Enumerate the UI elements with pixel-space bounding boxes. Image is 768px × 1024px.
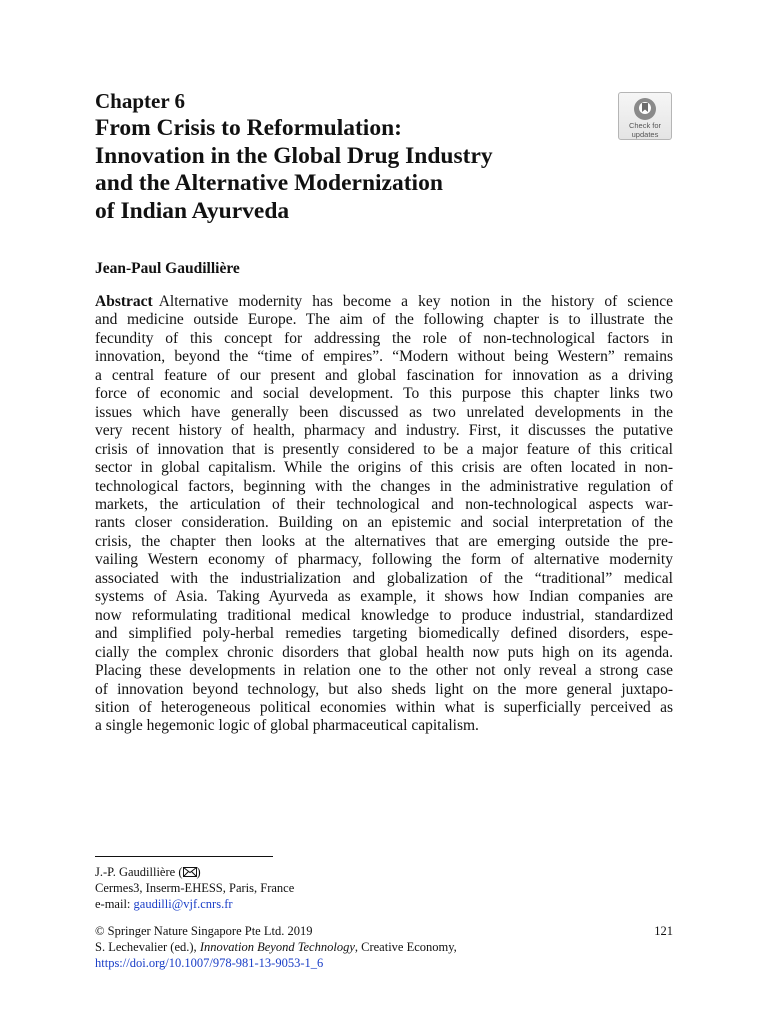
envelope-icon [183,867,197,877]
abstract-line: crisis of innovation that is presently considered to be a major feature of this critical [95,440,673,458]
abstract-line: systems of Asia. Taking Ayurveda as example, it shows how Indian companies are [95,588,673,606]
email-link[interactable]: gaudilli@vjf.cnrs.fr [133,897,233,911]
check-for-updates-text: updates [631,130,659,139]
bookmark-ribbon-icon [633,97,657,121]
abstract-line: a single hegemonic logic of global pharmaceutical capitalism. [95,717,479,735]
chapter-title-line: of Indian Ayurveda [95,197,290,224]
affiliation-name: J.-P. Gaudillière [95,865,176,879]
page-footer [95,923,673,971]
abstract-line: cially the complex chronic disorders that global health now puts high on its agenda. [95,643,673,661]
affiliation-institution: Cermes3, Inserm-EHESS, Paris, France [95,881,295,895]
abstract-line: force of economic and social development. To this purpose this chapter links two [95,385,673,403]
affiliation-name-line: J.-P. Gaudillière ( ) [95,865,201,879]
abstract-line: sector in global capitalism. While the origins of this crisis are often located in non- [95,459,673,477]
chapter-title-line: and the Alternative Modernization [95,170,443,196]
abstract-line: Abstract Alternative modernity has become a key notion in the history of science [95,293,673,310]
copyright: © Springer Nature Singapore Pte Ltd. 2019 [95,924,313,938]
author-affiliation [95,864,294,912]
affiliation-email-line [95,896,294,912]
abstract-line: crisis, the chapter then looks at the alternatives that are emerging outside the pre- [95,532,673,550]
abstract-line: fecundity of this concept for addressing the role of non-technological factors in [95,329,673,347]
abstract-line: now reformulating traditional medical knowledge to produce industrial, standardized [95,606,673,624]
abstract-line: and simplified poly-herbal remedies targeting biomedically defined disorders, espe- [95,625,673,643]
doi-link[interactable]: https://doi.org/10.1007/978-981-13-9053-1_6 [95,956,324,970]
citation-suffix: , Creative Economy, [354,940,457,954]
footnote-divider [95,856,273,857]
abstract-label: Abstract [95,293,153,310]
chapter-title-line: Innovation in the Global Drug Industry [95,142,493,169]
abstract-line: issues which have generally been discussed as two unrelated developments in the [95,403,673,421]
page-number: 121 [654,924,673,938]
abstract-line: sition of heterogeneous political economies within what is superficially perceived as [95,698,673,716]
abstract-line: innovation, beyond the “time of empires”. “Modern without being Western” remains [95,348,673,366]
abstract-line: Placing these developments in relation one to the other not only reveal a strong case [95,662,673,680]
abstract-line: of innovation beyond technology, but also sheds light on the more general juxtapo- [95,680,673,698]
email-label: e-mail: [95,897,131,911]
abstract-line: markets, the articulation of their technological and non-technological aspects war- [95,495,673,513]
chapter-label: Chapter 6 [95,89,186,113]
citation-prefix: S. Lechevalier (ed.), [95,940,197,954]
abstract [95,293,673,736]
check-for-updates-text: Check for [628,121,662,130]
citation [95,939,673,955]
chapter-title-line: From Crisis to Reformulation: [95,115,402,141]
author-name: Jean-Paul Gaudillière [95,260,240,277]
check-for-updates-badge[interactable] [618,92,672,140]
abstract-line: and medicine outside Europe. The aim of the following chapter is to illustrate the [95,311,673,329]
abstract-line: associated with the industrialization and globalization of the “traditional” medical [95,569,673,587]
abstract-line: technological factors, beginning with the changes in the administrative regulation of [95,477,673,495]
book-title: Innovation Beyond Technology [199,940,355,954]
abstract-line: very recent history of health, pharmacy and industry. First, it discusses the putative [95,422,673,440]
abstract-line: a central feature of our present and global fascination for innovation as a driving [95,366,673,384]
abstract-line: vailing Western economy of pharmacy, following the form of alternative modernity [95,551,673,569]
abstract-line: rants closer consideration. Building on an epistemic and social interpretation of the [95,514,673,532]
chapter-title [95,115,595,225]
